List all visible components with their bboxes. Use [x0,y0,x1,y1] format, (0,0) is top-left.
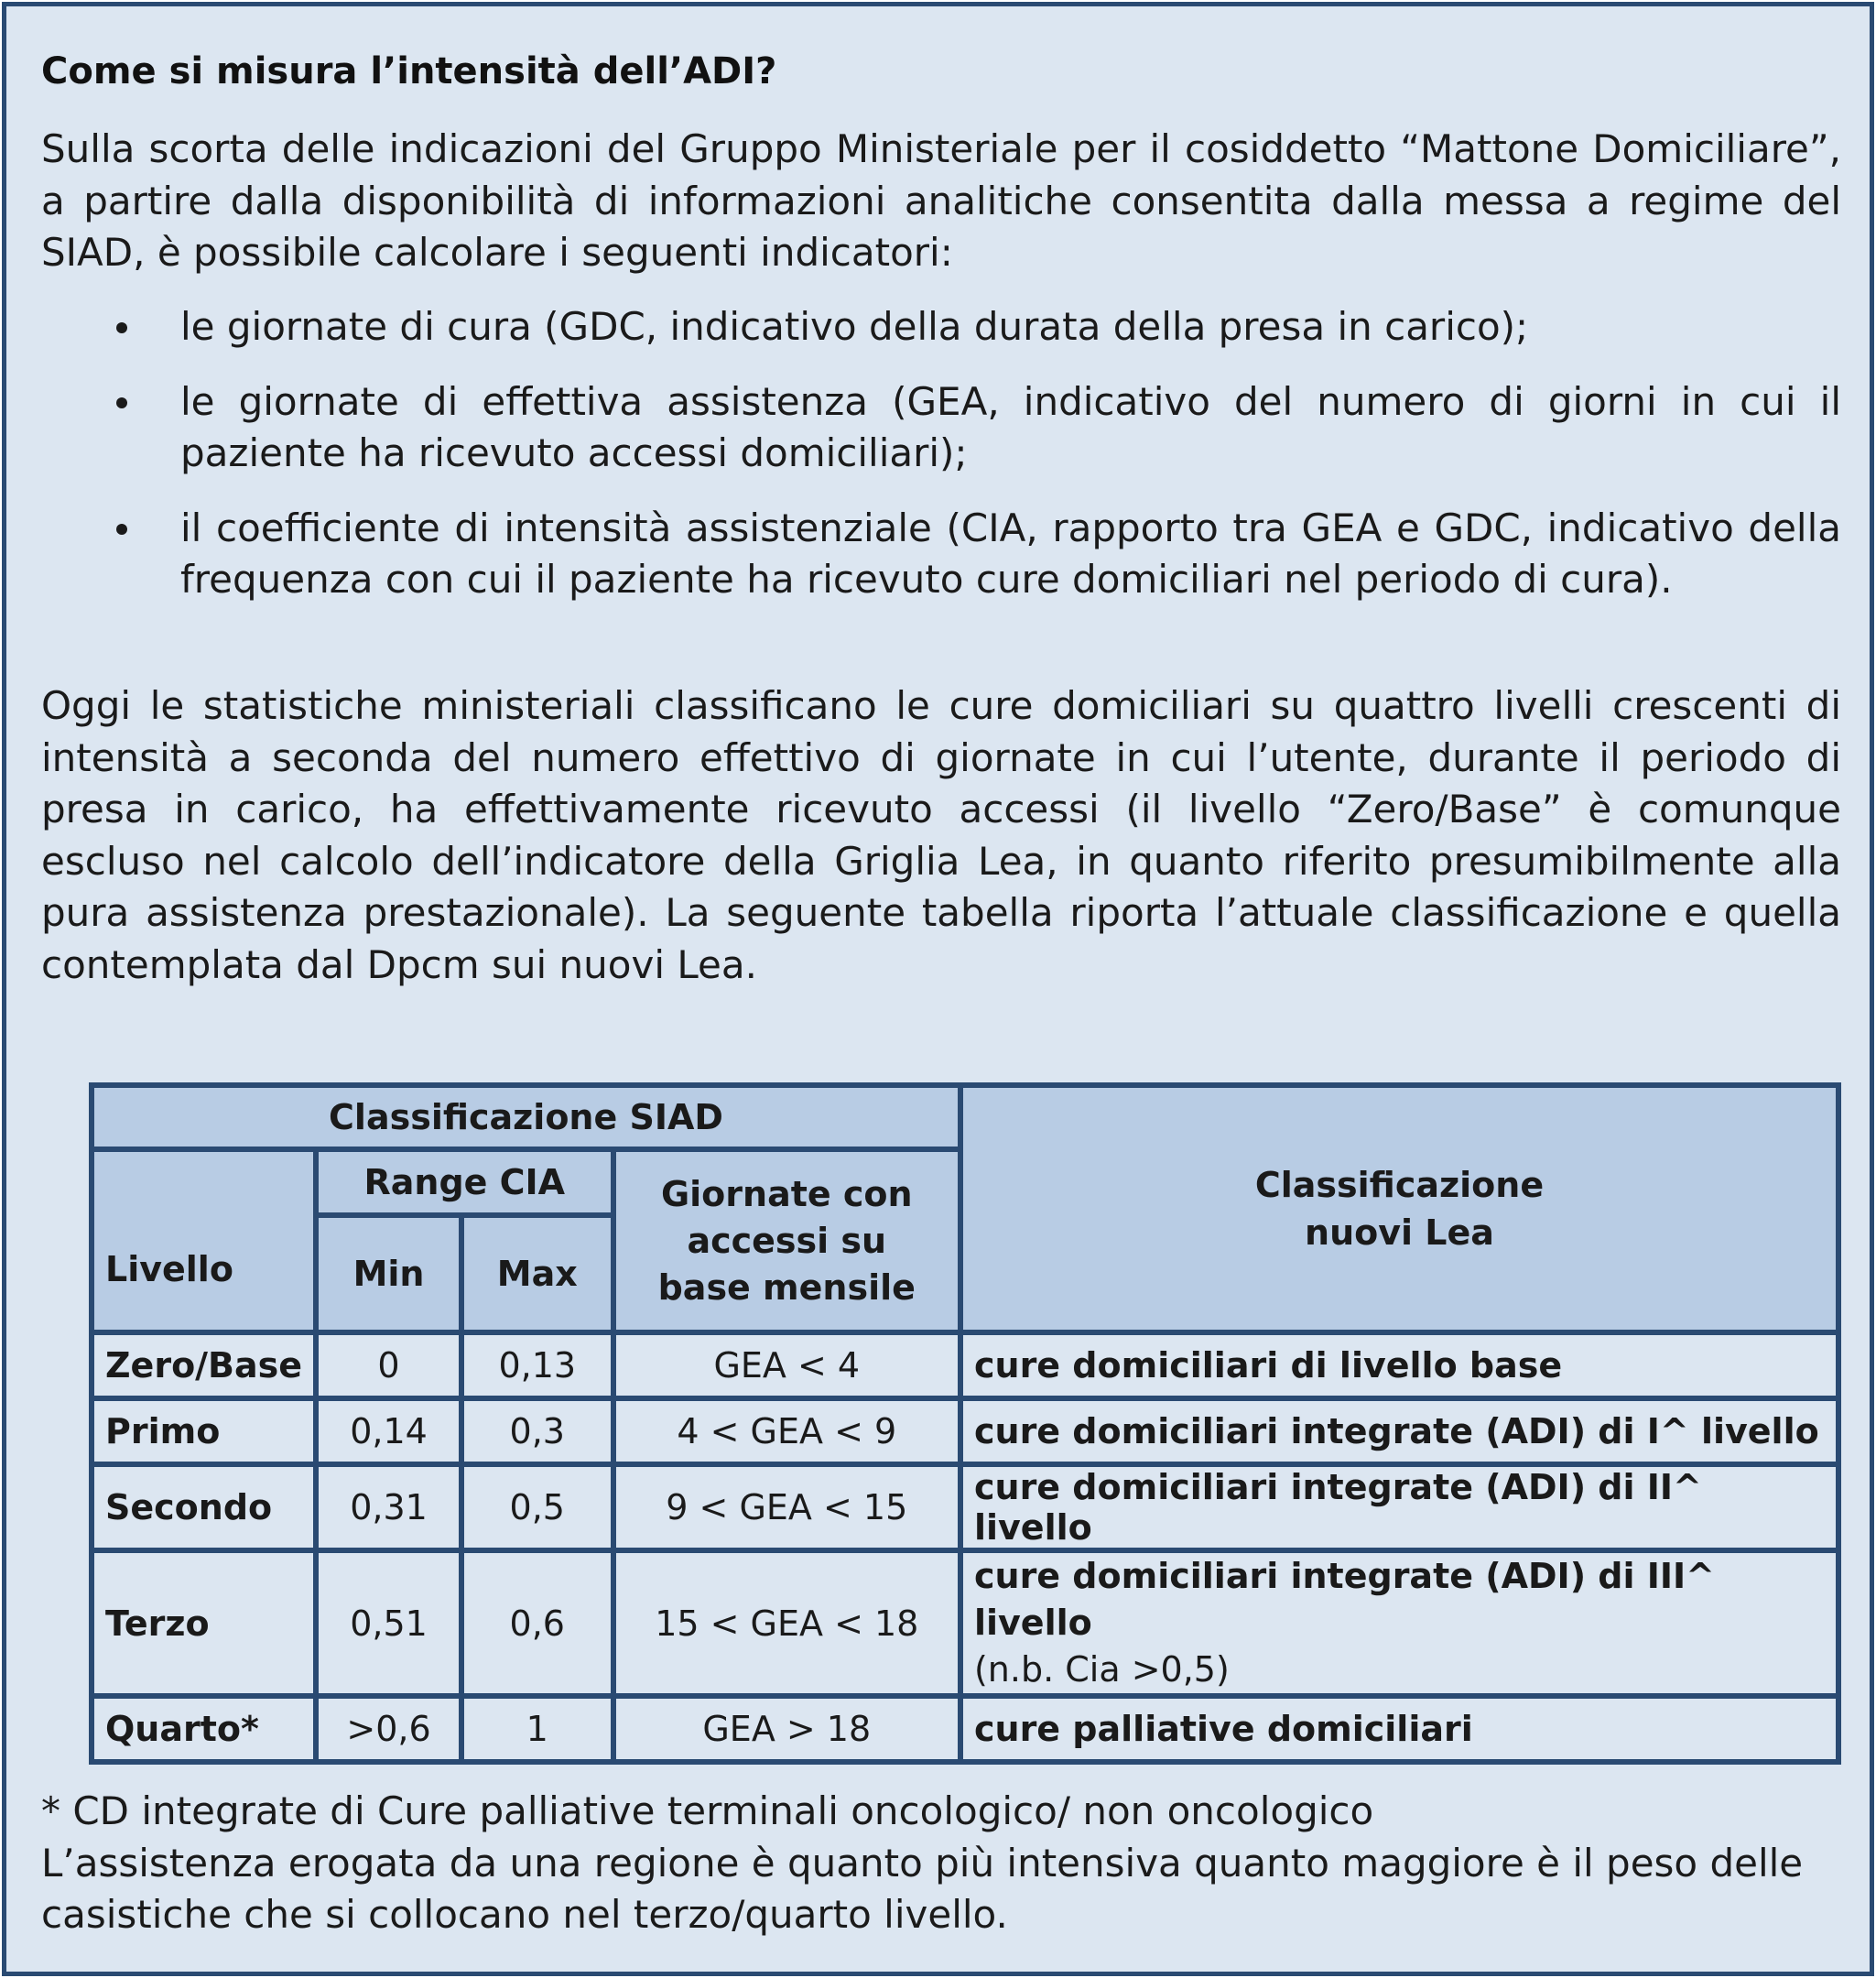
header-lea: Classificazione nuovi Lea [960,1085,1838,1332]
cell-livello: Zero/Base [92,1332,316,1398]
cell-lea: cure domiciliari integrate (ADI) di II^ livello [960,1464,1838,1550]
info-box [2,2,1874,1976]
cell-max: 1 [461,1696,613,1762]
list-item: il coefficiente di intensità assistenziale (CIA, rapporto tra GEA e GDC, indicativo della frequenza con cui il paziente ha ricevuto cure domiciliari nel periodo di cura). [41,503,1841,606]
table-row [92,1464,1838,1550]
table-row [92,1550,1838,1696]
cell-giornate: 15 < GEA < 18 [613,1550,960,1696]
table-row [92,1398,1838,1464]
cell-max: 0,3 [461,1398,613,1464]
cell-giornate: GEA < 4 [613,1332,960,1398]
cell-giornate: 4 < GEA < 9 [613,1398,960,1464]
cell-livello: Terzo [92,1550,316,1696]
cell-min: >0,6 [316,1696,461,1762]
bullet-icon [116,397,127,408]
cell-lea [960,1550,1838,1696]
header-range: Range CIA [316,1149,613,1215]
classification-table [89,1082,1841,1765]
indicator-list [41,301,1841,629]
list-item: le giornate di effettiva assistenza (GEA, indicativo del numero di giorni in cui il paziente ha ricevuto accessi domiciliari); [41,376,1841,480]
cell-livello: Quarto* [92,1696,316,1762]
cell-livello: Primo [92,1398,316,1464]
table-row [92,1696,1838,1762]
cell-max: 0,13 [461,1332,613,1398]
classification-table-wrap [89,1082,1841,1765]
footer-notes [41,1786,1841,1941]
body-paragraph: Oggi le statistiche ministeriali classificano le cure domiciliari su quattro livelli crescenti di intensità a seconda del numero effettivo di giornate in cui l’utente, durante il periodo di presa in carico, ha effettivamente ricevuto accessi (il livello “Zero/Base” è comunque escluso nel calcolo dell’indicatore della Griglia Lea, in quanto riferito presumibilmente alla pura assistenza prestazionale). La seguente tabella riporta l’attuale classificazione e quella contemplata dal Dpcm sui nuovi Lea. [41,683,1841,987]
header-max: Max [461,1215,613,1332]
cell-max: 0,6 [461,1550,613,1696]
bullet-icon [116,322,127,333]
cell-giornate: GEA > 18 [613,1696,960,1762]
intro-paragraph: Sulla scorta delle indicazioni del Gruppo Ministeriale per il cosiddetto “Mattone Domiciliare”, a partire dalla disponibilità di informazioni analitiche consentita dalla messa a regime del SIAD, è possibile calcolare i seguenti indicatori: [41,126,1841,275]
header-livello: Livello [92,1149,316,1332]
conclusion: L’assistenza erogata da una regione è quanto più intensiva quanto maggiore è il peso delle casistiche che si collocano nel terzo/quarto livello. [41,1840,1804,1937]
cell-min: 0,51 [316,1550,461,1696]
cell-lea: cure domiciliari di livello base [960,1332,1838,1398]
box-title: Come si misura l’intensità dell’ADI? [41,50,777,92]
bullet-icon [116,524,127,535]
cell-min: 0 [316,1332,461,1398]
cell-lea-note: (n.b. Cia >0,5) [973,1649,1230,1690]
cell-lea: cure palliative domiciliari [960,1696,1838,1762]
header-giornate: Giornate con accessi su base mensile [613,1149,960,1332]
cell-lea: cure domiciliari integrate (ADI) di I^ livello [960,1398,1838,1464]
table-row [92,1332,1838,1398]
list-item: le giornate di cura (GDC, indicativo della durata della presa in carico); [41,301,1841,353]
cell-min: 0,14 [316,1398,461,1464]
cell-lea-main: cure domiciliari integrate (ADI) di III^ livello [973,1556,1716,1643]
cell-max: 0,5 [461,1464,613,1550]
cell-livello: Secondo [92,1464,316,1550]
header-min: Min [316,1215,461,1332]
cell-giornate: 9 < GEA < 15 [613,1464,960,1550]
cell-min: 0,31 [316,1464,461,1550]
header-siad: Classificazione SIAD [92,1085,960,1149]
footnote: * CD integrate di Cure palliative terminali oncologico/ non oncologico [41,1788,1374,1833]
